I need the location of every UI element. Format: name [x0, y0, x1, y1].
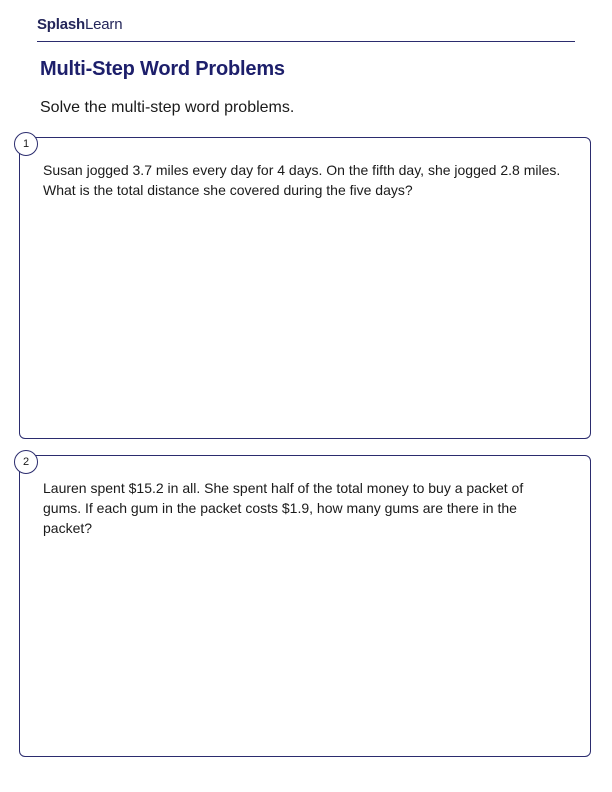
splashlearn-logo [37, 16, 122, 33]
logo-text-light: Learn [84, 16, 123, 33]
problem-number-badge: 1 [14, 132, 38, 156]
worksheet-title: Multi-Step Word Problems [40, 58, 285, 80]
worksheet-instructions: Solve the multi-step word problems. [40, 99, 295, 116]
problem-box-2[interactable] [19, 455, 591, 757]
problem-number-badge: 2 [14, 450, 38, 474]
page-header [37, 14, 575, 42]
problem-box-1[interactable] [19, 137, 591, 439]
problem-text: Susan jogged 3.7 miles every day for 4 days. On the fifth day, she jogged 2.8 miles. What is the total distance she covered during the five days? [43, 162, 561, 198]
logo-text-bold: Splash [37, 16, 85, 33]
problem-text: Lauren spent $15.2 in all. She spent half of the total money to buy a packet of gums. If each gum in the packet costs $1.9, how many gums are there in the packet? [43, 480, 524, 536]
